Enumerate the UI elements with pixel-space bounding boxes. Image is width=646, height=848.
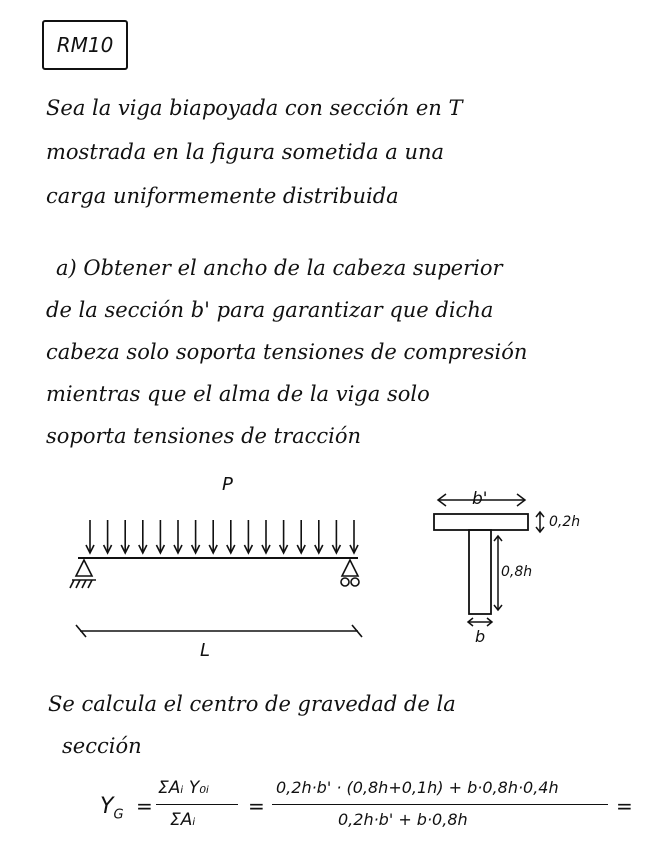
formula-lhs-subscript: G — [113, 807, 124, 823]
formula-frac2-numerator: 0,2h·b' · (0,8h+0,1h) + b·0,8h·0,4h — [276, 778, 559, 797]
formula-frac1-bar — [156, 804, 238, 805]
formula-equals-3: = — [616, 794, 633, 818]
figures-diagram — [0, 470, 646, 670]
load-arrow-icon — [227, 520, 235, 553]
intro-line-2: mostrada en la figura sometida a una — [46, 140, 445, 164]
question-a-line-4: mientras que el alma de la viga solo — [46, 382, 430, 406]
distributed-load-arrows — [86, 520, 358, 553]
load-arrow-icon — [86, 520, 94, 553]
load-arrow-icon — [121, 520, 129, 553]
flange-thickness-label: 0,2h — [549, 514, 581, 530]
formula-lhs — [100, 794, 124, 822]
formula-frac1-denominator: ΣAᵢ — [170, 810, 196, 830]
load-arrow-icon — [192, 520, 200, 553]
roller-support-icon — [341, 560, 359, 586]
beam-diagram — [70, 474, 362, 661]
formula-frac1-numerator: ΣAᵢ Y₀ᵢ — [158, 778, 210, 798]
question-a-line-2: de la sección b' para garantizar que dicha — [46, 298, 494, 322]
question-a-line-5: soporta tensiones de tracción — [46, 424, 362, 448]
flange-rect — [434, 514, 528, 530]
title-box — [42, 20, 128, 70]
formula-equals-2: = — [248, 794, 265, 818]
load-arrow-icon — [262, 520, 270, 553]
load-label: P — [222, 474, 233, 495]
load-arrow-icon — [350, 520, 358, 553]
question-a-line-3: cabeza solo soporta tensiones de compresión — [46, 340, 528, 364]
pinned-support-icon — [70, 560, 96, 588]
web-rect — [469, 530, 491, 614]
formula-frac2-bar — [272, 804, 608, 805]
load-arrow-icon — [156, 520, 164, 553]
question-a-line-1: a) Obtener el ancho de la cabeza superior — [56, 256, 503, 280]
formula-lhs-symbol: Y — [100, 794, 114, 819]
load-arrow-icon — [280, 520, 288, 553]
t-section-diagram — [434, 489, 580, 646]
centroid-formula — [100, 772, 640, 842]
load-arrow-icon — [139, 520, 147, 553]
web-width-label: b — [475, 627, 486, 646]
load-arrow-icon — [332, 520, 340, 553]
load-arrow-icon — [244, 520, 252, 553]
intro-line-3: carga uniformemente distribuida — [46, 184, 399, 208]
load-arrow-icon — [297, 520, 305, 553]
load-arrow-icon — [315, 520, 323, 553]
web-height-label: 0,8h — [501, 564, 533, 580]
calc-intro-line-2: sección — [62, 734, 142, 758]
formula-equals-1: = — [136, 794, 153, 818]
flange-thickness-dimension — [536, 512, 544, 532]
load-arrow-icon — [209, 520, 217, 553]
span-label: L — [200, 640, 211, 661]
formula-frac2-denominator: 0,2h·b' + b·0,8h — [338, 810, 468, 829]
web-width-dimension — [468, 618, 492, 626]
flange-width-label: b' — [472, 489, 488, 509]
intro-line-1: Sea la viga biapoyada con sección en T — [46, 96, 463, 120]
span-dimension-line — [76, 625, 362, 637]
title-text: RM10 — [56, 33, 114, 57]
calc-intro-line-1: Se calcula el centro de gravedad de la — [48, 692, 456, 716]
load-arrow-icon — [174, 520, 182, 553]
load-arrow-icon — [104, 520, 112, 553]
